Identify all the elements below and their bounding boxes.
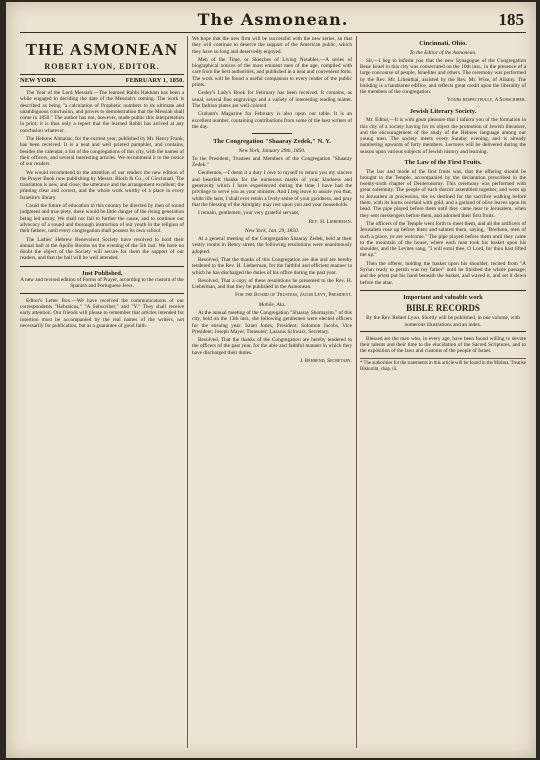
dateline: Mobile, Ala. [258, 301, 286, 308]
masthead-place: NEW YORK [20, 77, 57, 84]
running-head-title: The Asmonean. [197, 10, 349, 29]
article-paragraph: Resolved, That a copy of these resolutions be presented to the Rev. H. Lieberman, and that they be published in the Asmonean. [192, 277, 352, 291]
article-paragraph: Could the future of education in this country be directed by men of sound judgment and true piety, there would be little danger of the rising generation being led astray. We shall not fail to further the cause, and to continue our advocacy of a sound and thorough instruction of our youth in the religion of their fathers, until every congregation shall possess its own school. [20, 203, 184, 235]
masthead [20, 40, 184, 87]
article-paragraph: The Year of the Lord Messiah.—The learned Rabbi Hakham has been a while engaged in deciding the date of the Messiah's coming. The work is described as being "a calculation of Prophetic numbers to its ultimate and unambiguous conclusion, and proves to demonstration that the Messiah shall come in 1850." The author has not, however, made public this interpretation in print; it is thus only a report that the learned Rabbi has arrived at any conclusion whatever. [20, 90, 184, 134]
article-paragraph: Men of the Time, or Sketches of Living Notables.—A series of biographical notices of the most eminent men of the age, compiled with care from the best authorities, and published in a neat and convenient form. The work will be found a useful companion to every reader of the public prints. [192, 56, 352, 89]
masthead-date: FEBRUARY 1, 1850. [125, 77, 184, 84]
advertisement [20, 266, 184, 294]
signature: Yours respectfully, A Subscriber. [446, 97, 526, 104]
article-paragraph: Resolved, That the thanks of the Congregation are hereby tendered to the officers of the past year, for the able and faithful manner in which they have discharged their duties. [192, 337, 352, 356]
column-1 [20, 36, 184, 750]
signature: J. Behrend, Secretary. [300, 357, 352, 364]
article-paragraph: We hope that the new firm will be successful with the new series, so that they will continue to deserve the support of the American public, which they have so long and deservedly enjoyed. [192, 36, 352, 55]
advert-headline: BIBLE RECORDS [406, 303, 480, 314]
advertisement [360, 290, 526, 332]
article-paragraph: To the President, Trustees and Members of the Congregation "Shaaray Zedek." [192, 155, 352, 169]
section-heading: Jewish Literary Society. [409, 107, 477, 115]
article-paragraph: The Hebrew Almanac, for the current year, published by Mr. Henry Frank, has been received. It is a neat and well printed pamphlet, and contains, besides the calendar, a list of the congregations of this city, with the names of their officers, and several interesting articles. We recommend it to the notice of our readers. [20, 136, 184, 168]
article-paragraph: Godey's Lady's Book for February has been received. It contains, as usual, several fine engravings and a variety of interesting reading matter. The fashion plates are well colored. [192, 90, 352, 109]
masthead-rule [20, 74, 184, 75]
masthead-title: THE ASMONEAN [25, 40, 179, 59]
column-2 [192, 36, 352, 750]
masthead-editor: ROBERT LYON, EDITOR. [44, 62, 160, 71]
article-paragraph: Graham's Magazine for February is also upon our table. It is an excellent number, containing contributions from some of the best writers of the day. [192, 111, 352, 130]
page-number: 185 [498, 10, 524, 29]
article-paragraph: I remain, gentlemen, your very grateful servant, [198, 210, 300, 217]
dateline: New York, Jan. 29, 1850. [244, 227, 299, 234]
column-rule-2 [356, 36, 357, 748]
advert-text: By the Rev. Robert Lyon. Shortly will be published, in one volume, with numerous illustrations and an index. [366, 315, 520, 328]
article-paragraph: Resolved, That the thanks of this Congregation are due and are hereby tendered to the Rev. H. Lieberman, for the faithful and efficient manner in which he has discharged the duties of his office during the past year. [192, 256, 352, 276]
dateline: New York, January 29th, 1850. [238, 147, 306, 154]
article-paragraph: The officers of the Temple went forth to meet them, and all the artificers of Jerusalem rose up before them and saluted them, saying, "Brethren, men of such a place, ye are welcome." The pipe played before them until they came to the mountain of the house, where each man took his basket upon his shoulder, and the Levites sang, "I will extol thee, O Lord, for thou hast lifted me up." [360, 220, 526, 259]
article-paragraph: Editor's Letter Box.—We have received the communications of our correspondents "Hebraicus," "A Subscriber," and "Y." They shall receive early attention. Our friends will please to remember that articles intended for insertion must be accompanied by the real names of the writers, not necessarily for publication, but as a guarantee of good faith. [20, 297, 184, 329]
article-paragraph: The law and mode of the first fruits was, that the offering should be brought to the Temple, accompanied by the declaration prescribed in the twenty-sixth chapter of Deuteronomy. This ceremony was performed with great solemnity. The people of each district assembled together, and went up to Jerusalem in procession, the ox destined for the sacrifice walking before them, with its horns overlaid with gold, and a garland of olive leaves upon its head. The pipe played before them until they came near to Jerusalem, when they sent messengers before them, and adorned their first fruits. [360, 168, 526, 219]
column-rule-1 [187, 36, 188, 748]
signature: Rev. H. Lieberman. [308, 218, 352, 225]
section-heading: Cincinnati, Ohio. [419, 40, 467, 47]
article-paragraph: Then the offerer, holding the basket upon his shoulder, recited from "A Syrian ready to perish was my father" until he finished the whole passage; and the priest put his hand beneath the basket, and waved it, and set it down before the altar. [360, 260, 526, 286]
advert-title: Just Published, [81, 269, 123, 277]
article-paragraph: At a general meeting of the Congregation Shaaray Zedek, held at their vestry rooms in Henry street, the following resolutions were unanimously adopted: [192, 236, 352, 255]
newspaper-page [6, 2, 536, 758]
article-paragraph: We would recommend to the attention of our readers the new edition of the Prayer Book now publishing by Messrs. Bloch & Co., of Cincinnati. The translation is new, and close; the utterance and the arrangement excellent; the printing clear and correct, and the whole work worthy of a place in every Israelite's library. [20, 169, 184, 201]
masthead-dateline [20, 77, 184, 84]
dateline: To the Editor of the Asmonean. [409, 49, 477, 56]
article-paragraph: Blessed are the men who, in every age, have been found willing to devote their talents and their time to the elucidation of the Sacred Scriptures, and to the exposition of the laws and customs of the people of Israel. [360, 335, 526, 355]
article-paragraph: The Ladies' Hebrew Benevolent Society have resolved to hold their annual ball at the Apollo Rooms on the evening of the 5th inst. We have no doubt the object of the Society will secure for them the support of our readers, and that the ball will be well attended. [20, 236, 184, 262]
footnote: * The authorities for the statements in this article will be found in the Mishna, Treatise Bikkurim, chap. iii. [360, 358, 526, 373]
advert-text: A new and revised edition of Forms of Prayer, according to the custom of the Spanish and Portuguese Jews. [20, 277, 184, 290]
section-heading: The Congregation "Shaaray Zedek," N. Y. [213, 138, 331, 146]
header-rule [20, 32, 526, 33]
article-paragraph: Sir,—I beg to inform you that the new Synagogue of the Congregation Bene Israel in this city was consecrated on the 10th inst., in the presence of a large concourse of people, Israelites and others. The ceremony was performed by the Rev. Mr. Lilienthal, assisted by the Rev. Mr. Wise, of Albany. The building is a handsome edifice, and reflects great credit upon the liberality of the members of the congregation. [360, 57, 526, 96]
advert-title: Important and valuable work [403, 293, 483, 301]
article-paragraph: Gentlemen,—I deem it a duty I owe to myself to return you my sincere and heartfelt thanks for the numerous marks of your kindness and generosity which I have experienced during the time I have had the privilege to serve you as your minister. And I beg leave to assure you that, while life lasts, I shall ever retain a lively sense of your goodness, and pray that the blessing of the Almighty may rest upon you and your households. [192, 170, 352, 208]
article-paragraph: At the annual meeting of the Congregation "Shaaray Shomayim," of this city, held on the 13th inst., the following gentlemen were elected officers for the ensuing year: Israel Jones, President; Solomon Jacobs, Vice President; Joseph Mayer, Treasurer; Lazarus Schwarz, Secretary. [192, 309, 352, 335]
signature: For the Board of Trustees, Jacob Levy, President. [235, 292, 352, 299]
article-paragraph: Mr. Editor,—It is with great pleasure that I inform you of the formation in this city of a society having for its object the promotion of Jewish literature, and the encouragement of the study of the Hebrew language among our young men. The society meets every Sunday evening, and is already numbering upwards of forty members. Lectures will be delivered during the season upon various subjects of Jewish history and learning. [360, 117, 526, 155]
section-heading: The Law of the First Fruits. [404, 159, 482, 167]
section-divider [252, 133, 292, 134]
column-3 [360, 36, 526, 750]
running-head [20, 10, 526, 30]
